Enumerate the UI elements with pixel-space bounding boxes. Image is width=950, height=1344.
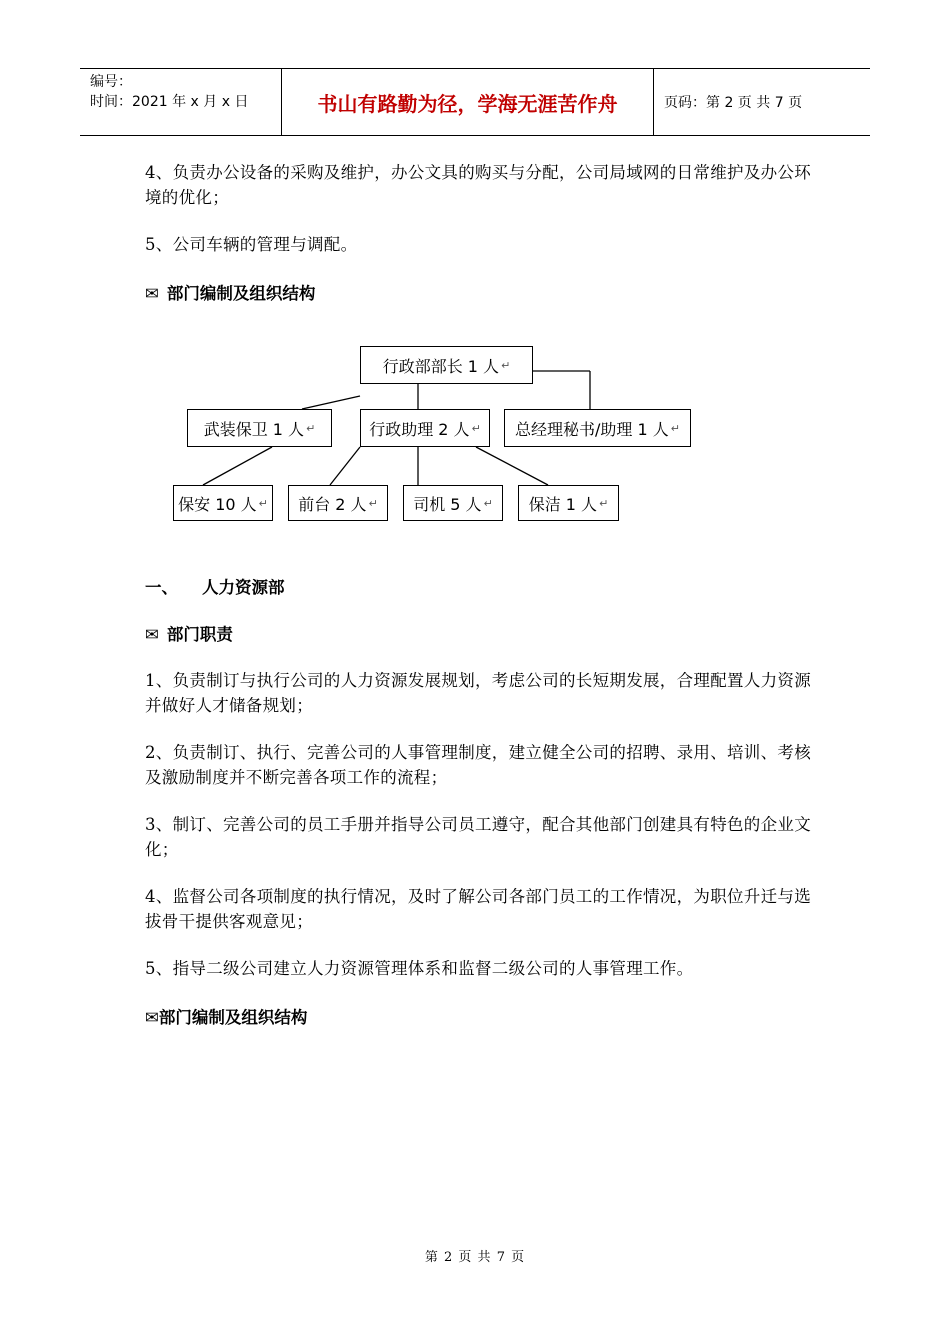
org-box-secretary-label: 总经理秘书/助理 1 人 bbox=[515, 419, 669, 439]
hr-duty-item-1: 1、负责制订与执行公司的人力资源发展规划，考虑公司的长短期发展，合理配置人力资源并做好人才储备规划； bbox=[145, 671, 811, 715]
page-footer: 第 2 页 共 7 页 bbox=[424, 1250, 526, 1265]
org-box-cleaning-label: 保洁 1 人 bbox=[528, 494, 598, 514]
org-box-cleaning bbox=[518, 485, 619, 521]
org-box-root bbox=[360, 346, 533, 384]
org-box-root-label: 行政部部长 1 人 bbox=[382, 356, 500, 376]
admin-duty-item-5: 5、公司车辆的管理与调配。 bbox=[145, 235, 358, 254]
envelope-icon: ✉ bbox=[145, 625, 159, 644]
hr-section-title bbox=[145, 574, 285, 598]
admin-duty-item-4: 4、负责办公设备的采购及维护，办公文具的购买与分配，公司局域网的日常维护及办公环境的优化； bbox=[145, 163, 811, 207]
header-motto: 书山有路勤为径，学海无涯苦作舟 bbox=[282, 69, 654, 135]
return-mark-icon: ↵ bbox=[501, 358, 511, 372]
envelope-icon: ✉ bbox=[145, 1008, 159, 1027]
admin-org-heading-text: 部门编制及组织结构 bbox=[166, 284, 316, 303]
return-mark-icon: ↵ bbox=[670, 421, 680, 435]
hr-duty-item-3: 3、制订、完善公司的员工手册并指导公司员工遵守，配合其他部门创建具有特色的企业文化； bbox=[145, 815, 811, 859]
admin-org-heading bbox=[145, 280, 315, 304]
org-box-assistant bbox=[360, 409, 490, 447]
hr-section-number: 一、 bbox=[145, 578, 178, 597]
return-mark-icon: ↵ bbox=[368, 496, 378, 510]
hr-duty-heading bbox=[145, 621, 233, 645]
doc-time-label: 时间：2021 年 x 月 x 日 bbox=[90, 94, 249, 110]
org-box-driver-label: 司机 5 人 bbox=[413, 494, 482, 514]
doc-number-label: 编号： bbox=[90, 74, 132, 90]
return-mark-icon: ↵ bbox=[599, 496, 609, 510]
envelope-icon: ✉ bbox=[145, 284, 159, 303]
return-mark-icon: ↵ bbox=[471, 421, 481, 435]
return-mark-icon: ↵ bbox=[258, 496, 268, 510]
page-header bbox=[80, 68, 870, 136]
connector-assistant-to-cleaning bbox=[476, 447, 548, 485]
hr-duty-item-2: 2、负责制订、执行、完善公司的人事管理制度，建立健全公司的招聘、录用、培训、考核及激励制度并不断完善各项工作的流程； bbox=[145, 743, 811, 787]
org-box-reception bbox=[288, 485, 388, 521]
org-box-assistant-label: 行政助理 2 人 bbox=[369, 419, 470, 439]
org-box-guard-label: 武装保卫 1 人 bbox=[203, 419, 305, 439]
hr-org-heading-text: 部门编制及组织结构 bbox=[158, 1008, 308, 1027]
return-mark-icon: ↵ bbox=[306, 421, 316, 435]
hr-duty-heading-text: 部门职责 bbox=[166, 625, 233, 644]
header-meta bbox=[80, 69, 282, 135]
org-box-reception-label: 前台 2 人 bbox=[298, 494, 367, 514]
connector-guard-to-security bbox=[203, 447, 272, 485]
connector-assistant-to-reception bbox=[330, 447, 360, 485]
org-box-security-label: 保安 10 人 bbox=[178, 494, 257, 514]
org-box-secretary bbox=[504, 409, 691, 447]
connector-root-to-guard bbox=[302, 396, 360, 409]
hr-duty-item-4: 4、监督公司各项制度的执行情况，及时了解公司各部门员工的工作情况，为职位升迁与选拔骨干提供客观意见； bbox=[145, 887, 811, 931]
org-box-security bbox=[173, 485, 273, 521]
header-page-code: 页码：第 2 页 共 7 页 bbox=[664, 95, 803, 111]
org-box-driver bbox=[403, 485, 503, 521]
return-mark-icon: ↵ bbox=[483, 496, 493, 510]
hr-org-heading bbox=[145, 1004, 307, 1028]
hr-section-title-text: 人力资源部 bbox=[202, 578, 285, 597]
org-box-guard bbox=[187, 409, 332, 447]
hr-duty-item-5: 5、指导二级公司建立人力资源管理体系和监督二级公司的人事管理工作。 bbox=[145, 959, 694, 978]
